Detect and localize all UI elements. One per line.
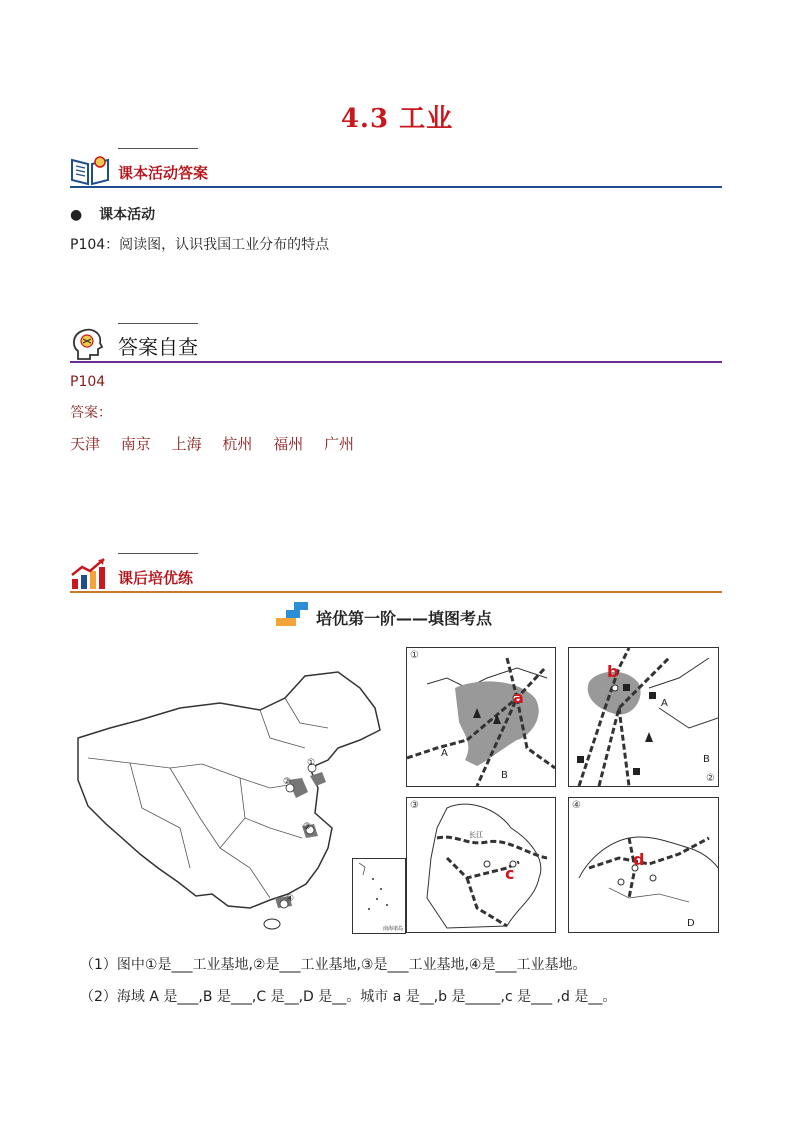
question-1: （1）图中①是___工业基地,②是___工业基地,③是___工业基地,④是___工业基地。 (80, 957, 587, 973)
panel-2-map (569, 648, 718, 786)
answer-item: 杭州 (222, 435, 253, 453)
section-header-activity (70, 148, 722, 188)
question-2: （2）海域 A 是___,B 是___,C 是__,D 是__。城市 a 是__,b 是_____,c 是___ ,d 是__。 (80, 989, 617, 1005)
page-title: 4.3 工业 (340, 104, 454, 134)
answer-label: 答案： (70, 405, 112, 421)
growth-chart-icon (70, 557, 110, 591)
stairs-icon (276, 602, 310, 626)
header-decoration-line (118, 553, 198, 554)
map-panel-3 (406, 797, 556, 933)
map-panel-2 (568, 647, 719, 787)
answer-item: 天津 (70, 435, 101, 453)
header-decoration-line (118, 323, 198, 324)
city-label-a: a (513, 688, 524, 707)
river-label: 长江 (469, 831, 483, 839)
section-label: 课本活动答案 (118, 164, 209, 182)
china-map-marker: ③ (303, 822, 312, 832)
answer-item: 福州 (273, 435, 304, 453)
section-rule (70, 591, 722, 593)
section-header-practice (70, 553, 722, 593)
panel-number: ③ (410, 800, 419, 811)
sea-label-b: B (501, 770, 508, 781)
subsection-label: 培优第一阶——填图考点 (316, 609, 493, 628)
panel-number: ② (706, 773, 715, 784)
section-rule (70, 186, 722, 188)
answer-item: 上海 (171, 435, 202, 453)
section-header-check (70, 323, 722, 363)
city-label-c: c (505, 864, 515, 883)
panel-number: ① (410, 650, 419, 661)
sea-label-d: D (687, 918, 695, 929)
answer-list (70, 434, 370, 454)
city-label-d: d (633, 850, 645, 869)
panel-1-map (407, 648, 555, 786)
answer-item: 广州 (323, 435, 354, 453)
panel-number: ④ (572, 800, 581, 811)
bullet-dot: ● (70, 207, 83, 223)
inset-caption: 南海诸岛 (382, 926, 403, 932)
china-map-marker: ② (283, 777, 292, 787)
answer-item: 南京 (120, 435, 151, 453)
sea-label-b: B (703, 754, 710, 765)
thinking-head-icon (70, 327, 110, 361)
section-rule (70, 361, 722, 363)
activity-bullet (70, 205, 155, 225)
header-decoration-line (118, 148, 198, 149)
open-book-icon (70, 152, 110, 186)
subsection-header (276, 602, 516, 628)
china-map-marker: ① (307, 758, 316, 768)
section-label: 课后培优练 (118, 569, 194, 587)
page-ref: P104 (70, 374, 106, 390)
south-sea-inset (352, 858, 406, 934)
section-label: 答案自查 (118, 335, 198, 359)
activity-line: P104：阅读图，认识我国工业分布的特点 (70, 237, 330, 253)
sea-label-a: A (661, 698, 668, 709)
map-panel-4 (568, 797, 719, 933)
inset-islands (353, 859, 405, 919)
china-map-marker: ④ (286, 894, 295, 904)
activity-title: 课本活动 (99, 207, 156, 223)
panel-3-map (407, 798, 555, 932)
map-panel-1 (406, 647, 556, 787)
sea-label-a: A (441, 748, 448, 759)
city-label-b: b (607, 662, 619, 681)
